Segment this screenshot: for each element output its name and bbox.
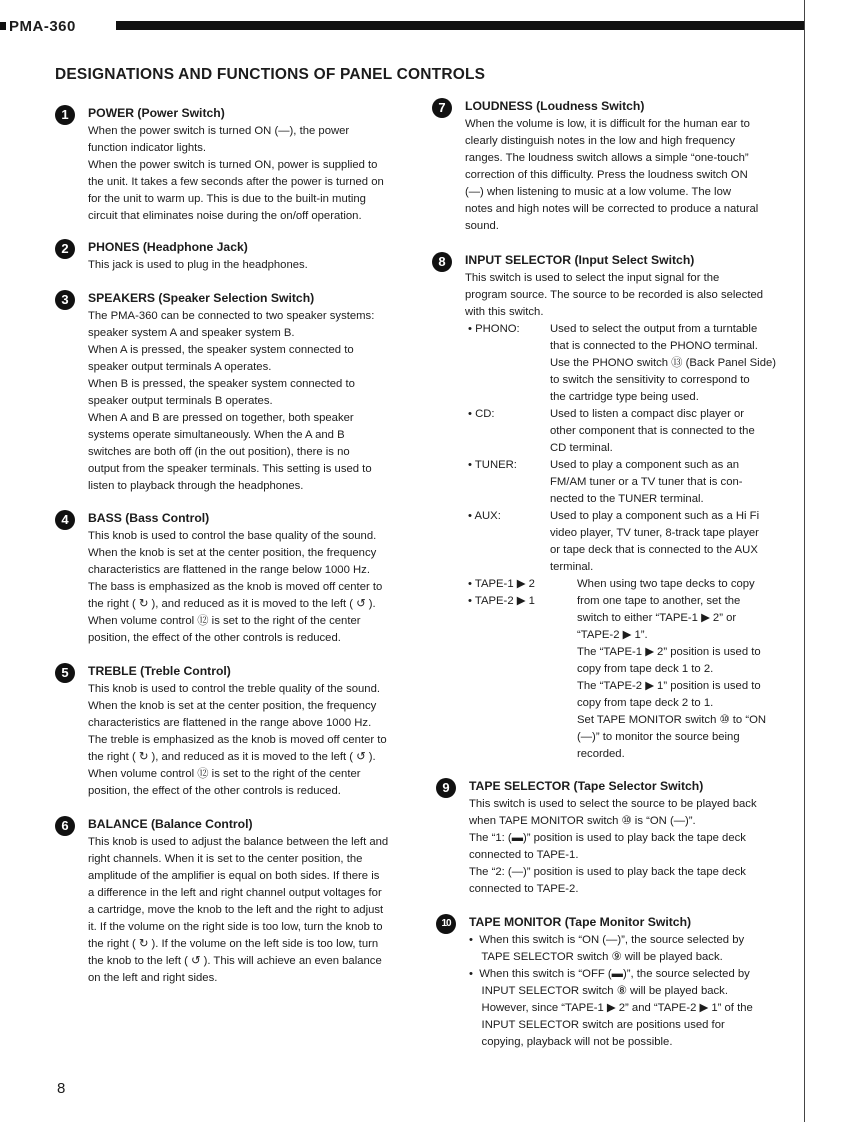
body-line: right channels. When it is set to the center position, the xyxy=(88,853,363,865)
tape-item-desc: copy from tape deck 2 to 1. xyxy=(577,697,714,709)
body-line: output from the speaker terminals. This setting is used to xyxy=(88,463,372,475)
body-line: program source. The source to be recorded is also selected xyxy=(465,289,764,301)
body-line: the right ( ↻ ), and reduced as it is moved to the left ( ↺ ). xyxy=(88,751,376,763)
model-name: PMA-360 xyxy=(9,18,76,35)
body-line: The “2: (—)” position is used to play back the tape deck xyxy=(469,866,746,878)
input-item-desc: that is connected to the PHONO terminal. xyxy=(550,340,758,352)
input-item-desc: other component that is connected to the xyxy=(550,425,755,437)
page-edge-line xyxy=(804,0,805,1122)
body-line: clearly distinguish notes in the low and high frequency xyxy=(465,135,736,147)
body-line: When A is pressed, the speaker system connected to xyxy=(88,344,354,356)
body-line: When the knob is set at the center position, the frequency xyxy=(88,547,377,559)
input-item-desc: CD terminal. xyxy=(550,442,613,454)
body-line: correction of this difficulty. Press the loudness switch ON xyxy=(465,169,748,181)
input-item-desc: nected to the TUNER terminal. xyxy=(550,493,704,505)
body-line: When A and B are pressed on together, both speaker xyxy=(88,412,354,424)
tape-item-desc: copy from tape deck 1 to 2. xyxy=(577,663,714,675)
section-heading: SPEAKERS (Speaker Selection Switch) xyxy=(88,291,315,305)
section-body xyxy=(88,834,388,987)
body-line: This switch is used to select the source to be played back xyxy=(469,798,757,810)
body-line: connected to TAPE-1. xyxy=(469,849,579,861)
body-line: characteristics are flattened in the range below 1000 Hz. xyxy=(88,564,370,576)
body-line: This knob is used to control the treble quality of the sound. xyxy=(88,683,381,695)
section-number-badge: 4 xyxy=(55,510,75,530)
body-line: copying, playback will not be possible. xyxy=(469,1036,673,1048)
body-line: the unit. It takes a few seconds after the power is turned on xyxy=(88,176,384,188)
section-number-badge: 10 xyxy=(436,914,456,934)
tape-item-desc: The “TAPE-2 ▶ 1” position is used to xyxy=(577,680,761,692)
tape-item-desc: from one tape to another, set the xyxy=(577,595,741,607)
tape-item-desc: recorded. xyxy=(577,748,625,760)
body-line: This knob is used to adjust the balance between the left and xyxy=(88,836,389,848)
body-line: The bass is emphasized as the knob is moved off center to xyxy=(88,581,383,593)
body-line: This knob is used to control the base quality of the sound. xyxy=(88,530,377,542)
body-line: it. If the volume on the right side is too low, turn the knob to xyxy=(88,921,383,933)
body-line: • When this switch is “ON (—)”, the source selected by xyxy=(469,934,745,946)
section-number-badge: 1 xyxy=(55,105,75,125)
input-item-desc: Used to play a component such as a Hi Fi xyxy=(550,510,760,522)
section-number-badge: 3 xyxy=(55,290,75,310)
section-body xyxy=(469,796,757,898)
body-line: a cartridge, move the knob to the left and the right to adjust xyxy=(88,904,384,916)
body-line: function indicator lights. xyxy=(88,142,207,154)
body-line: When B is pressed, the speaker system connected to xyxy=(88,378,355,390)
tape-item-label: • TAPE-2 ▶ 1 xyxy=(468,595,535,607)
section-body xyxy=(469,932,753,1051)
body-line: When the power switch is turned ON (—), the power xyxy=(88,125,350,137)
body-line: This switch is used to select the input signal for the xyxy=(465,272,720,284)
body-line: characteristics are flattened in the range above 1000 Hz. xyxy=(88,717,372,729)
body-line: for the unit to warm up. This is due to the built-in muting xyxy=(88,193,366,205)
body-line: However, since “TAPE-1 ▶ 2” and “TAPE-2 ▶ 1” of the xyxy=(469,1002,753,1014)
tape-item-desc: “TAPE-2 ▶ 1”. xyxy=(577,629,648,641)
body-line: switches are both off (in the out position), there is no xyxy=(88,446,350,458)
section-heading: TAPE MONITOR (Tape Monitor Switch) xyxy=(469,915,692,929)
section-number-badge: 7 xyxy=(432,98,452,118)
body-line: When the power switch is turned ON, power is supplied to xyxy=(88,159,378,171)
page-number: 8 xyxy=(57,1080,66,1097)
input-item-desc: Used to play a component such as an xyxy=(550,459,740,471)
input-item-label: • AUX: xyxy=(468,510,501,522)
section-body xyxy=(88,308,374,495)
body-line: the right ( ↻ ). If the volume on the left side is too low, turn xyxy=(88,938,379,950)
input-item-desc: Used to select the output from a turntable xyxy=(550,323,758,335)
body-line: listen to playback through the headphones. xyxy=(88,480,304,492)
body-line: speaker output terminals A operates. xyxy=(88,361,272,373)
section-number-badge: 5 xyxy=(55,663,75,683)
body-line: The PMA-360 can be connected to two speaker systems: xyxy=(88,310,375,322)
input-item-label: • PHONO: xyxy=(468,323,520,335)
body-line: This jack is used to plug in the headphones. xyxy=(88,259,308,271)
section-heading: INPUT SELECTOR (Input Select Switch) xyxy=(465,253,695,267)
section-body xyxy=(465,116,758,235)
body-line: ranges. The loudness switch allows a simple “one-touch” xyxy=(465,152,749,164)
section-heading: POWER (Power Switch) xyxy=(88,106,225,120)
body-line: When the knob is set at the center position, the frequency xyxy=(88,700,377,712)
input-item-label: • CD: xyxy=(468,408,495,420)
section-body xyxy=(88,123,384,225)
body-line: When volume control ⑫ is set to the right of the center xyxy=(88,768,361,780)
tape-item-desc: switch to either “TAPE-1 ▶ 2” or xyxy=(577,612,737,624)
section-body xyxy=(88,528,382,647)
section-heading: TAPE SELECTOR (Tape Selector Switch) xyxy=(469,779,704,793)
section-heading: BALANCE (Balance Control) xyxy=(88,817,253,831)
body-line: When the volume is low, it is difficult for the human ear to xyxy=(465,118,750,130)
body-line: sound. xyxy=(465,220,499,232)
section-heading: PHONES (Headphone Jack) xyxy=(88,240,248,254)
body-line: the knob to the left ( ↺ ). This will achieve an even balance xyxy=(88,955,382,967)
body-line: on the left and right sides. xyxy=(88,972,218,984)
tape-item-desc: The “TAPE-1 ▶ 2” position is used to xyxy=(577,646,761,658)
body-line: The “1: (▬)” position is used to play back the tape deck xyxy=(469,832,746,844)
page-title: DESIGNATIONS AND FUNCTIONS OF PANEL CONTROLS xyxy=(55,66,486,83)
body-line: (—) when listening to music at a low volume. The low xyxy=(465,186,732,198)
body-line: circuit that eliminates noise during the on/off operation. xyxy=(88,210,362,222)
input-item-desc: Used to listen a compact disc player or xyxy=(550,408,745,420)
input-item-desc: the cartridge type being used. xyxy=(550,391,699,403)
input-item-desc: FM/AM tuner or a TV tuner that is con- xyxy=(550,476,743,488)
tape-item-desc: Set TAPE MONITOR switch ⑩ to “ON xyxy=(577,714,767,726)
section-heading: TREBLE (Treble Control) xyxy=(88,664,231,678)
body-line: position, the effect of the other controls is reduced. xyxy=(88,785,341,797)
section-number-badge: 8 xyxy=(432,252,452,272)
body-line: connected to TAPE-2. xyxy=(469,883,579,895)
section-body xyxy=(88,257,308,274)
section-body xyxy=(88,681,387,800)
body-line: speaker system A and speaker system B. xyxy=(88,327,295,339)
body-line: INPUT SELECTOR switch are positions used for xyxy=(469,1019,725,1031)
body-line: with this switch. xyxy=(465,306,544,318)
body-line: amplitude of the amplifier is equal on both sides. If there is xyxy=(88,870,380,882)
input-item-label: • TUNER: xyxy=(468,459,517,471)
section-number-badge: 9 xyxy=(436,778,456,798)
body-line: position, the effect of the other controls is reduced. xyxy=(88,632,341,644)
body-line: INPUT SELECTOR switch ⑧ will be played back. xyxy=(469,985,728,997)
body-line: When volume control ⑫ is set to the right of the center xyxy=(88,615,361,627)
body-line: speaker output terminals B operates. xyxy=(88,395,273,407)
body-line: The treble is emphasized as the knob is moved off center to xyxy=(88,734,387,746)
tape-item-desc: When using two tape decks to copy xyxy=(577,578,755,590)
body-line: systems operate simultaneously. When the A and B xyxy=(88,429,345,441)
section-number-badge: 2 xyxy=(55,239,75,259)
input-item-desc: or tape deck that is connected to the AUX xyxy=(550,544,758,556)
tape-item-label: • TAPE-1 ▶ 2 xyxy=(468,578,535,590)
body-line: a difference in the left and right channel output voltages for xyxy=(88,887,382,899)
input-item-desc: to switch the sensitivity to correspond to xyxy=(550,374,750,386)
input-item-desc: video player, TV tuner, 8-track tape player xyxy=(550,527,759,539)
input-item-desc: terminal. xyxy=(550,561,594,573)
input-item-desc: Use the PHONO switch ⑬ (Back Panel Side) xyxy=(550,357,777,369)
tape-item-desc: (—)” to monitor the source being xyxy=(577,731,740,743)
section-heading: LOUDNESS (Loudness Switch) xyxy=(465,99,645,113)
body-line: TAPE SELECTOR switch ⑨ will be played back. xyxy=(469,951,723,963)
header-mark xyxy=(0,22,6,30)
body-line: notes and high notes will be corrected to produce a natural xyxy=(465,203,759,215)
header-rule xyxy=(116,21,804,30)
section-number-badge: 6 xyxy=(55,816,75,836)
body-line: the right ( ↻ ), and reduced as it is moved to the left ( ↺ ). xyxy=(88,598,376,610)
section-input-selector xyxy=(432,254,792,764)
body-line: when TAPE MONITOR switch ⑩ is “ON (—)”. xyxy=(469,815,696,827)
body-line: • When this switch is “OFF (▬)”, the source selected by xyxy=(469,968,750,980)
section-heading: BASS (Bass Control) xyxy=(88,511,210,525)
